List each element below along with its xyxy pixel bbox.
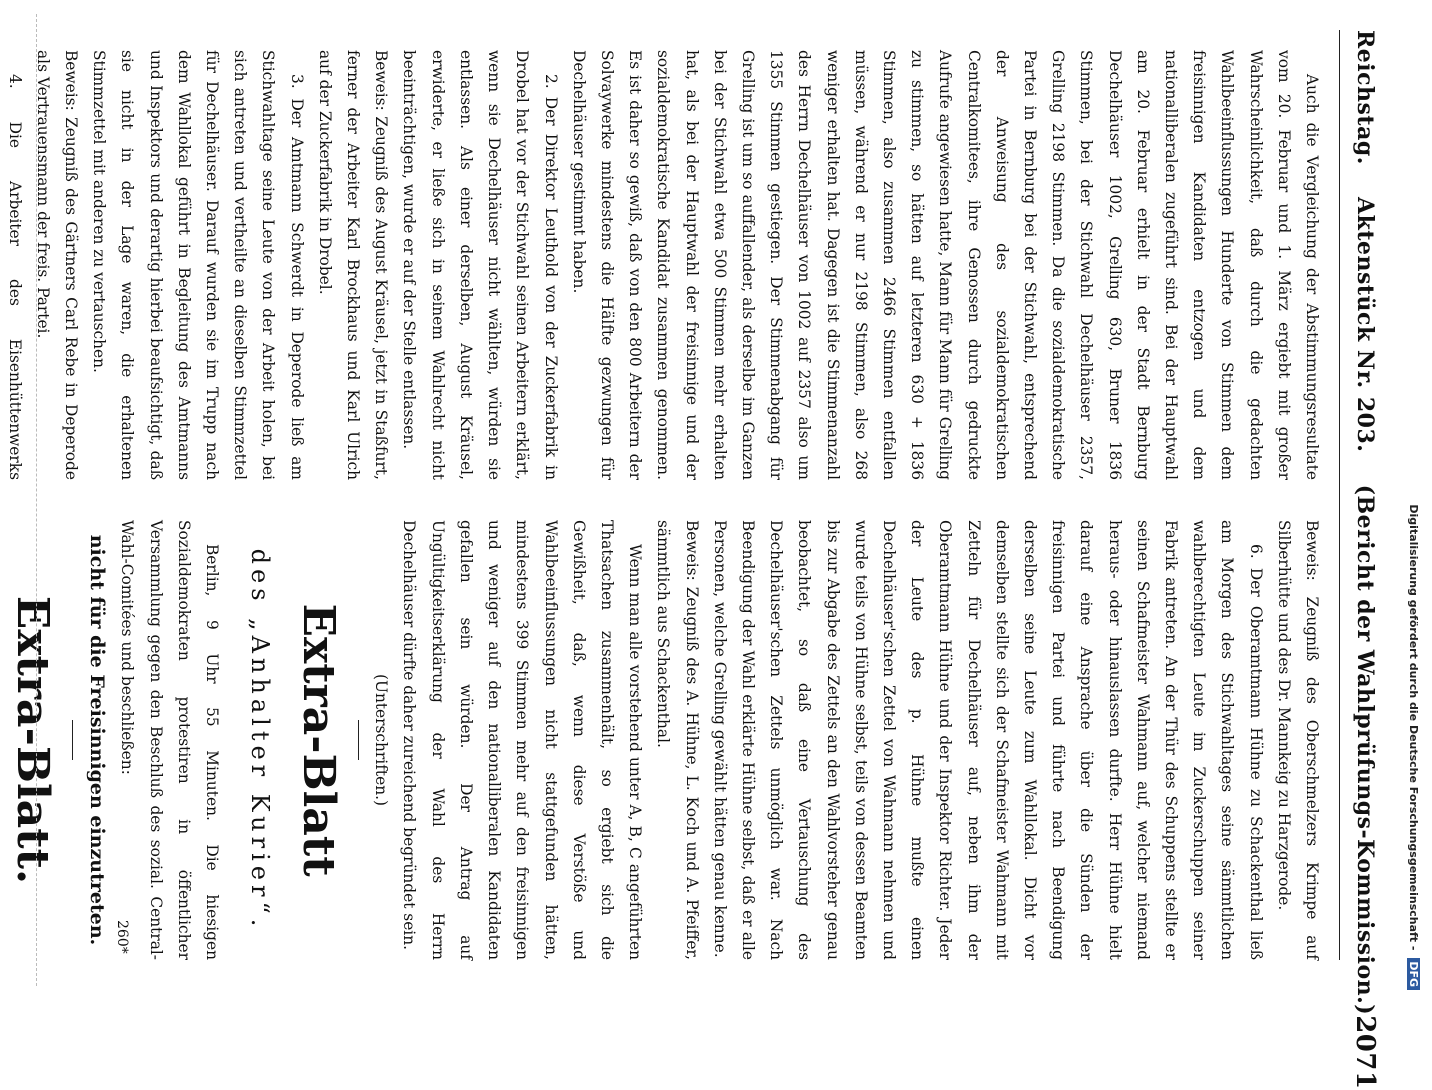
right-evidence-2: Beweis: Zeugniß des A. Hühne, L. Koch und A. Pfeiffer, sämmtlich aus Schackenthal. [654, 520, 701, 960]
left-column [0, 50, 1326, 480]
left-paragraph-3: 3. Der Amtmann Schwerdt in Deperode ließ am Stichwahltage seine Leute von der Arbeit holen, bei sich antreten und vertheilte an dieselben Stimmzettel für Dechelhäuser. Darauf wurden sie im Trupp nach dem Wahllokal geführt in Begleitung des Amtmanns und Inspektors und derartig hierbei beaufsichtigt, daß sie nicht in der Lage waren, die erhaltenen Stimmzettel mit anderen zu vertauschen. [90, 50, 306, 480]
digitization-notice [1400, 10, 1420, 990]
header-left [1352, 30, 1378, 1015]
signature-line: (Unterschriften.) [372, 673, 391, 807]
left-paragraph-1: Auch die Vergleichung der Abstimmungsresultate vom 20. Februar und 1. März ergiebt mit großer Wahrscheinlichkeit, daß durch die gedachten Wahlbeeinflussungen Hunderte von Stimmen dem freisinnigen Kandidaten entzogen und dem nationalliberalen zugeführt sind. Bei der Hauptwahl am 20. Februar erhielt in der Stadt Bernburg Dechelhäuser 1002, Grelling 630, Bruner 1836 Stimmen, bei der Stichwahl Dechelhäuser 2357, Grelling 2198 Stimmen. Da die sozialdemokratische Partei in Bernburg bei der Stichwahl, entsprechend der Anweisung des sozialdemokratischen Centralkomitees, ihre Genossen durch gedruckte Aufrufe angewiesen hatte, Mann für Mann für Grelling zu stimmen, so hätten auf letzteren 630 + 1836 Stimmen, also zusammen 2466 Stimmen entfallen müssen, während er nur 2198 Stimmen, also 268 weniger erhalten hat. Dagegen ist die Stimmenanzahl des Herrn Dechelhäuser von 1002 auf 2357 also um 1355 Stimmen gestiegen. Der Stimmenabgang für Grelling ist um so auffallender, als derselbe im Ganzen bei der Stichwahl etwa 500 Stimmen mehr erhalten hat, als bei der Hauptwahl der freisinnige und der sozialdemokratische Kandidat zusammen genommen. Es ist daher so gewiß, daß von den 800 Arbeitern der Solvaywerke mindestens die Hälfte gezwungen für Dechelhäuser gestimmt haben. [569, 50, 1321, 480]
digitization-notice-text: Digitalisierung gefördert durch die Deutsche Forschungsgemeinschaft - [1407, 504, 1420, 951]
header-publication: Reichstag. [1352, 30, 1378, 165]
header-section: (Bericht der Wahlprüfungs-Kommission.) [1352, 484, 1378, 1016]
extra-blatt-1-subtitle-name: „Anhalter Kurier“. [246, 618, 275, 932]
extra-blatt-2-title: Extra-Blatt. [7, 595, 59, 885]
page-number: 2071 [1350, 1015, 1380, 1090]
left-evidence-2: Beweis: Zeugniß des Gärtners Carl Rebe in Deperode als Vertrauensmann der freis. Partei. [33, 50, 81, 480]
left-paragraph-2: 2. Der Direktor Leuthold von der Zuckerfabrik in Drobel hat vor der Stichwahl seinen Arbeitern erklärt, wenn sie Dechelhäuser nicht wählten, würden sie entlassen. Als einer derselben, August Kräusel, erwiderte, er ließe sich in seinem Wahlrecht nicht beeinträchtigen, wurde er auf der Stelle entlassen. [400, 50, 560, 480]
header-document: Aktenstück Nr. 203. [1352, 197, 1378, 453]
extra-blatt-1-body: Berlin, 9 Uhr 55 Minuten. Die hiesigen Sozialdemokraten protestiren in öffentlicher Versammlung gegen den Beschluß des sozial. Central-Wahl-Comitées und beschließen: [118, 520, 222, 960]
divider-1 [358, 720, 359, 760]
extra-blatt-2-body [0, 520, 2, 960]
right-paragraph-6: 6. Der Oberamtmann Hühne zu Schackenthal ließ am Morgen des Stichwahltages seine sämmtlichen wahlberechtigten Leute im Zuckerschuppen seiner Fabrik antreten. An der Thür des Schuppens stellte er seinen Schafmeister Wahmann auf, welcher niemand heraus- oder hinauslassen durfte. Herr Hühne hielt darauf eine Ansprache über die Sünden der freisinnigen Partei und führte nach Beendigung derselben seine Leute zum Wahllokal. Dicht vor demselben stellte sich der Schafmeister Wahmann mit Zetteln für Dechelhäuser auf, neben ihm der Oberamtmann Hühne und der Inspektor Richter. Jeder der Leute des p. Hühne mußte einen Dechelhäuser'schen Zettel von Wahmann nehmen und wurde teils von Hühne selbst, teils von dessen Beamten bis zur Abgabe des Zettels an den Wahlvorsteher genau beobachtet, so daß eine Vertauschung des Dechelhäuser'schen Zettels unmöglich war. Nach Beendigung der Wahl erklärte Hühne selbst, daß er alle Personen, welche Grelling gewählt hätten genau kenne. [710, 520, 1265, 960]
left-evidence-1: Beweis: Zeugniß des August Kräusel, jetzt in Staßfurt, ferner der Arbeiter Karl Brockhaus und Karl Ulrich auf der Zuckerfabrik in Drobel. [315, 50, 391, 480]
footnote-mark: 260* [114, 920, 130, 954]
left-paragraph-4: 4. Die Arbeiter des Eisenhüttenwerks [5, 74, 24, 480]
extra-blatt-1-subtitle-pre: des [246, 548, 275, 606]
right-evidence-1: Beweis: Zeugniß des Oberschmelzers Krimpe auf Silberhütte und des Dr. Mannkeig zu Harzgerode. [1274, 520, 1321, 960]
right-column [0, 520, 1326, 960]
right-paragraph-7: Wenn man alle vorstehend unter A, B, C angeführten Thatsachen zusammenhält, so ergiebt sich die Gewißheit, daß, wenn diese Verstöße und Wahlbeeinflussungen nicht stattgefunden hätten, mindestens 399 Stimmen mehr auf den freisinnigen und weniger auf den nationalliberalen Kandidaten gefallen sein würden. Der Antrag auf Ungültigkeitserklärung der Wahl des Herrn Dechelhäuser dürfte daher zureichend begründet sein. [400, 520, 645, 960]
dfg-logo: DFG [1407, 958, 1420, 990]
divider-2 [72, 720, 73, 760]
extra-blatt-1-subtitle [238, 520, 282, 960]
scan-margin-line [36, 14, 37, 986]
extra-blatt-1-title: Extra-Blatt [293, 603, 345, 877]
page-header [1339, 30, 1390, 1090]
extra-blatt-1-bold: nicht für die Freisinnigen einzutreten. [86, 534, 109, 946]
